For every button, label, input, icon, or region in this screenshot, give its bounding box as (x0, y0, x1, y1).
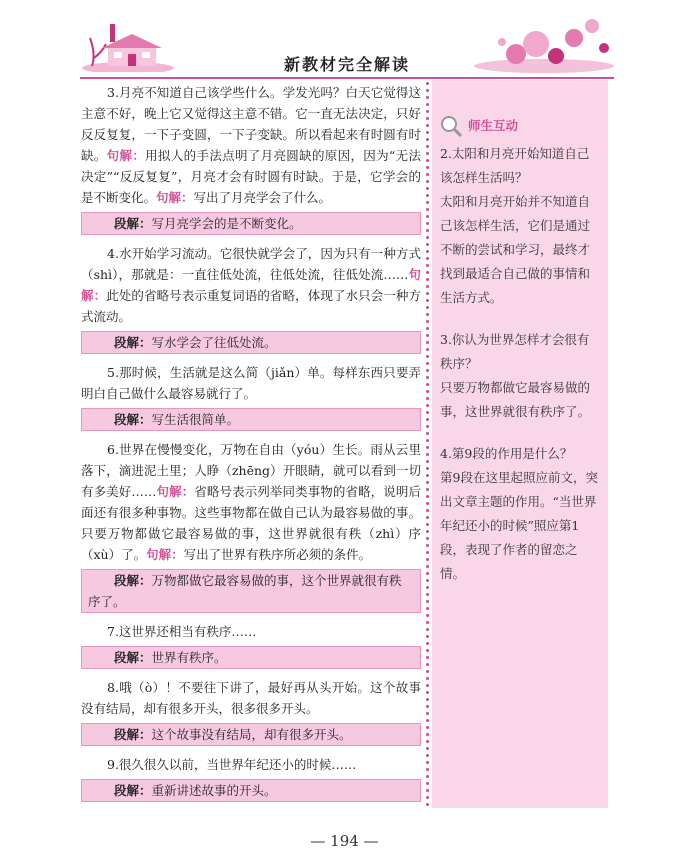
summary-label: 段解： (114, 727, 152, 742)
question: 4.第9段的作用是什么？ (440, 446, 573, 461)
answer: 第9段在这里起照应前文，突出文章主题的作用。“当世界年纪还小的时候”照应第1段，表现了作者的留恋之情。 (440, 470, 598, 581)
paragraph-summary (81, 646, 421, 669)
header-rule (80, 77, 614, 79)
sidebar-interaction (432, 80, 608, 808)
paragraph-summary (81, 408, 421, 431)
paragraph-text: 6.世界在慢慢变化，万物在自由（yóu）生长。雨从云里落下，滴进泥土里；人睁（zhēng）开眼睛，就可以看到一切有多美好…… (81, 442, 421, 499)
summary-label: 段解： (114, 216, 152, 231)
paragraph-block (81, 362, 421, 431)
summary-label: 段解： (114, 335, 152, 350)
paragraph-block (81, 677, 421, 746)
paragraph-summary (81, 779, 421, 802)
summary-text: 写月亮学会的是不断变化。 (151, 216, 302, 231)
sidebar-title-text: 师生互动 (468, 118, 519, 133)
note-text: 此处的省略号表示重复词语的省略，体现了水只会一种方式流动。 (81, 288, 421, 324)
paragraph-summary (81, 212, 421, 235)
paragraph (81, 243, 421, 327)
summary-label: 段解： (114, 650, 152, 665)
paragraph (81, 677, 421, 719)
page-number: — 194 — (310, 832, 379, 850)
page-header (80, 14, 614, 76)
paragraph-block (81, 621, 421, 669)
note-label: 句解： (146, 547, 184, 562)
paragraph-summary (81, 723, 421, 746)
note-text: 写出了世界有秩序所必须的条件。 (183, 547, 372, 562)
paragraph-text: 3.月亮不知道自己该学些什么。学发光吗？白天它觉得这主意不好，晚上它又觉得这主意不错。它一直无法决定，只好反反复复，一下子变圆，一下子变缺。所以看起来有时圆有时缺。 (81, 85, 421, 163)
paragraph (81, 82, 421, 208)
summary-label: 段解： (114, 573, 152, 588)
summary-text: 写生活很简单。 (151, 412, 240, 427)
sidebar-title (440, 114, 600, 138)
summary-text: 这个故事没有结局，却有很多开头。 (151, 727, 352, 742)
note-text: 省略号表示列举同类事物的省略，说明后面还有很多种事物。这些事物都在做自己认为最容易做的事。只要万物都做它最容易做的事，这世界就很有秩（zhì）序（xù）了。 (81, 484, 421, 562)
note-label: 句解： (106, 148, 146, 163)
paragraph (81, 439, 421, 565)
paragraph-text: 7.这世界还相当有秩序…… (107, 624, 257, 639)
paragraph-block (81, 439, 421, 613)
paragraph-block (81, 82, 421, 235)
dotted-divider (424, 80, 431, 808)
paragraph (81, 362, 421, 404)
paragraph-text: 5.那时候，生活就是这么简（jiǎn）单。每样东西只要弄明白自己做什么最容易就行了。 (81, 365, 421, 401)
summary-text: 重新讲述故事的开头。 (151, 783, 277, 798)
answer: 太阳和月亮开始并不知道自己该怎样生活，它们是通过不断的尝试和学习，最终才找到最适合自己做的事情和生活方式。 (440, 194, 591, 305)
paragraph-block (81, 243, 421, 354)
paragraph-summary (81, 569, 421, 613)
summary-text: 写水学会了往低处流。 (151, 335, 277, 350)
paragraph-block (81, 754, 421, 802)
paragraph-text: 4.水开始学习流动。它很快就学会了，因为只有一种方式（shì），那就是：一直往低处流，往低处流，往低处流…… (81, 246, 421, 282)
summary-label: 段解： (114, 783, 152, 798)
paragraph (81, 621, 421, 642)
summary-label: 段解： (114, 412, 152, 427)
paragraph-text: 9.很久很久以前，当世界年纪还小的时候…… (107, 757, 357, 772)
page-title: 新教材完全解读 (283, 55, 410, 74)
note-label: 句解： (156, 484, 195, 499)
note-text: 用拟人的手法点明了月亮圆缺的原因，因为“无法决定”“反反复复”，月亮才会有时圆有时缺。于是，它学会的是不断变化。 (81, 148, 421, 205)
note-label: 句解： (81, 267, 421, 303)
answer: 只要万物都做它最容易做的事，这世界就很有秩序了。 (440, 380, 591, 419)
main-column (81, 82, 421, 810)
paragraph (81, 754, 421, 775)
summary-text: 万物都做它最容易做的事，这个世界就很有秩序了。 (88, 573, 402, 609)
question: 2.太阳和月亮开始知道自己该怎样生活吗？ (440, 146, 590, 185)
paragraph-text: 8.哦（ò）！不要往下讲了，最好再从头开始。这个故事没有结局，却有很多开头，很多很多开头。 (81, 680, 421, 716)
note-text: 写出了月亮学会了什么。 (193, 190, 332, 205)
paragraph-summary (81, 331, 421, 354)
note-label: 句解： (156, 190, 194, 205)
magnifier-icon (440, 115, 462, 137)
summary-text: 世界有秩序。 (151, 650, 227, 665)
question: 3.你认为世界怎样才会很有秩序？ (440, 332, 590, 371)
